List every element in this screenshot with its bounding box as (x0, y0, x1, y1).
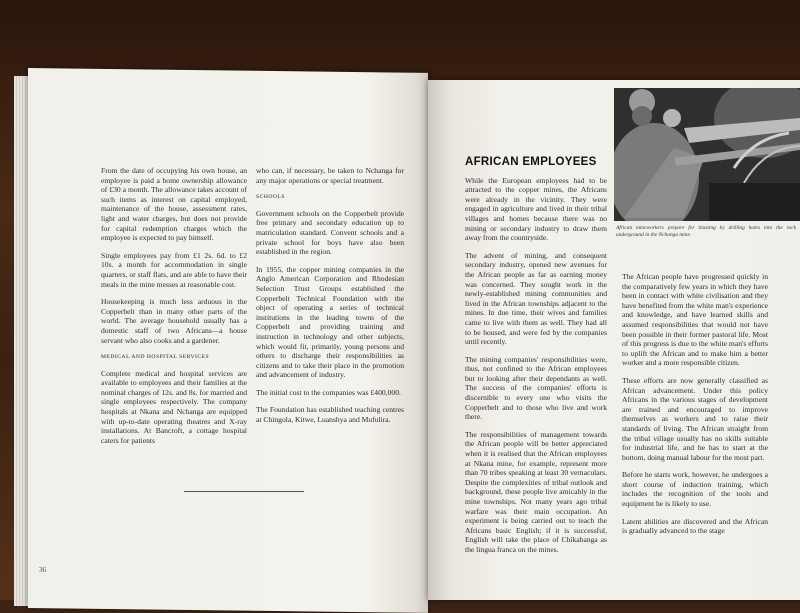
left-page-column-2 (256, 166, 404, 433)
paragraph: The Foundation has established teaching centres at Chingola, Kitwe, Luanshya and Mufulira. (256, 405, 404, 425)
divider-rule (184, 491, 304, 492)
paragraph: The initial cost to the companies was £400,000. (256, 387, 401, 397)
paragraph: Housekeeping is much less arduous in the Copperbelt than in many other parts of the world. The average household usually has a domestic staff of two Africans—a house servant who also cooks and a gardener. (101, 297, 247, 345)
mineworkers-photo (614, 88, 800, 221)
paragraph: The African people have progressed quickly in the comparatively few years in which they have been in contact with white civilisation and they have benefited from the white man's experience and knowledge, and have learned skills and assumed responsibilities that would not have been possible in their former pastoral life. Most of this progress is due to the white man's efforts to uplift the African and to make him a better worker and a more responsible citizen. (622, 272, 768, 368)
photo-caption: African mineworkers prepare for blasting by drilling holes into the rock underground in the Nchanga mine. (616, 225, 796, 238)
paragraph: Complete medical and hospital services are available to employees and their families at the nominal charges of 12s. and 8s. for married and single employees respectively. The company hospitals at Nkana and Nchanga are equipped with up-to-date operating theatres and X-ray installations. At Bancroft, a cottage hospital caters for patients (101, 368, 247, 445)
paragraph: These efforts are now generally classified as African advancement. Under this policy Africans in the various stages of development are trained and encouraged to improve themselves as workers and to raise their standards of living. The African straight from the tribal village usually has no skills suitable for industrial life, and he has to start at the bottom, doing manual labour for the most part. (622, 375, 768, 462)
paragraph: From the date of occupying his own house, an employee is paid a home ownership allowance of £30 a month. The allowance takes account of such items as interest on capital employed, maintenance of the house, assessment rates, light and water charges, but does not provide for capital redemption charges which the employee is expected to pay himself. (101, 166, 247, 243)
right-page-column-1 (465, 158, 607, 563)
section-heading: SCHOOLS (256, 194, 285, 201)
page-title: AFRICAN EMPLOYEES (465, 156, 597, 168)
section-heading: MEDICAL AND HOSPITAL SERVICES (101, 354, 210, 361)
left-page-column-1 (101, 166, 247, 453)
paragraph: In 1955, the copper mining companies in the Anglo American Corporation and Rhodesian Selection Trust Groups established the Copperbelt Technical Foundation with the object of operating a series of technical institutions in the leading towns of the Copperbelt and providing training and instruction in technology and other subjects, which would fit, primarily, young persons and others to discharge their responsibilities as citizens and to take their place in the promotion and advancement of industry. (256, 264, 404, 380)
mineworkers-illustration (614, 88, 800, 221)
paragraph: Before he starts work, however, he undergoes a short course of induction training, which includes the recognition of the tools and equipment he is likely to use. (622, 470, 768, 509)
paragraph: The responsibilities of management towards the African people will be better appreciated when it is realised that the African employees at Nkana mine, for example, represent more than 70 tribes speaking at least 30 vernaculars. Despite the complexities of tribal outlook and background, these people live amicably in the mine townships. Not many years ago tribal warfare was their main occupation. An experiment is being carried out to teach the Africans basic English; if it is successful, English will take the place of Chikabanga as the lingua franca on the mines. (465, 429, 607, 554)
paragraph: The mining companies' responsibilities were, thus, not confined to the African employees but to looking after their dependants as well. The success of the companies' efforts is discernible to every one who visits the Copperbelt and to those who live and work there. (465, 354, 607, 422)
paragraph: Government schools on the Copperbelt provide free primary and secondary education up to matriculation standard. Convent schools and a private school for boys have also been established in the region. (256, 208, 404, 257)
paragraph: While the European employees had to be attracted to the copper mines, the Africans were already in the vicinity. They were engaged in agriculture and lived in their tribal villages and homes because there was no mining or secondary industry to draw them away from the countryside. (465, 175, 607, 243)
paragraph: who can, if necessary, be taken to Nchanga for any major operations or special treatment. (256, 166, 404, 185)
paragraph: The advent of mining, and consequent secondary industry, opened new avenues for the African people as far as earning money was concerned. They sought work in the newly-established mining communities and lived in the African townships adjacent to the mines. In due time, their wives and families came to live with them as well. They had all to be housed, and were fed by the companies until recently. (465, 250, 607, 347)
paragraph: Single employees pay from £1 2s. 6d. to £2 10s. a month for accommodation in single quarters, or staff flats, and are able to have their meals in the mine messes at reasonable cost. (101, 250, 247, 289)
page-number: 36 (39, 566, 46, 574)
paragraph: Latent abilities are discovered and the African is gradually advanced to the stage (622, 516, 768, 536)
right-page-column-2 (622, 272, 768, 544)
